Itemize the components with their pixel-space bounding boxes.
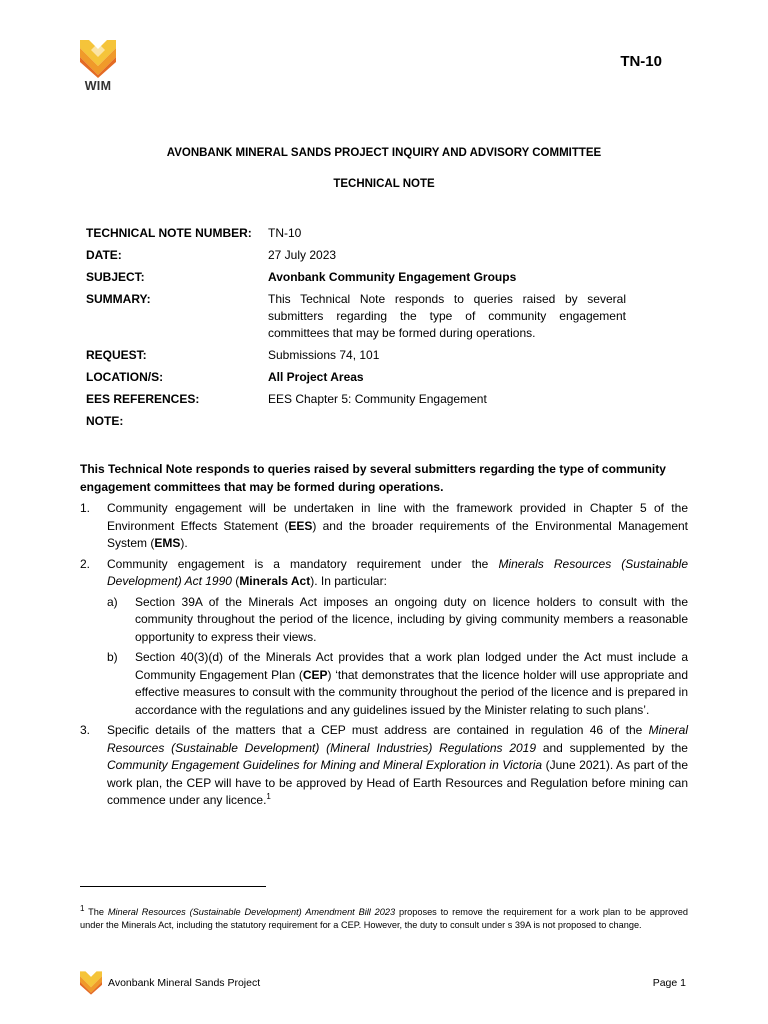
meta-value: TN-10: [268, 226, 302, 240]
meta-label: EES REFERENCES:: [86, 392, 200, 406]
paragraph-2: [80, 556, 688, 720]
logo-text: WIM: [84, 79, 112, 93]
committee-title: AVONBANK MINERAL SANDS PROJECT INQUIRY AND ADVISORY COMMITTEE: [166, 147, 602, 159]
footnote: $^1$ The Mineral Resources (Sustainable Development) Amendment Bill 2023 proposes to remove the requirement for a work plan to be approved under the Minerals Act, including the statutory requirement for a CEP. However, the duty to consult under s 39A is not proposed to change.: [80, 903, 688, 930]
meta-value: All Project Areas: [268, 370, 364, 384]
sub-item-a: [107, 594, 688, 647]
paragraph-text: Specific details of the matters that a CEP must address are contained in regulation 46 of the Mineral Resources (Sustainable Development) (Mineral Industries) Regulations 2019 and supplemented by the Community Engagement Guidelines for Mining and Mineral Exploration in Victoria (June 2021). As part of the work plan, the CEP will have to be approved by Head of Earth Resources and Regulation before mining can commence under any licence.$^1$: [107, 723, 688, 807]
paragraph-3: [80, 722, 688, 810]
meta-value: 27 July 2023: [268, 248, 337, 262]
meta-row-request: [86, 347, 626, 364]
document-number: TN-10: [620, 53, 662, 70]
metadata-table: [86, 225, 626, 435]
meta-label: DATE:: [86, 248, 122, 262]
sub-item-text: Section 40(3)(d) of the Minerals Act provides that a work plan lodged under the Act must include a Community Engagement Plan (CEP) ‘that demonstrates that the licence holder will use appropriate and effective measures to consult with the community throughout the period of the licence and is prepared in accordance with the regulations and any guidelines issued by the Minister relating to such plans’.: [135, 650, 688, 717]
sub-item-text: Section 39A of the Minerals Act imposes an ongoing duty on licence holders to consult with the community throughout the period of the licence, including by giving community members a reasonable opportunity to express their views.: [135, 594, 688, 644]
wim-logo: [80, 40, 116, 93]
technical-note-title: TECHNICAL NOTE: [333, 178, 435, 190]
footnote-separator: [80, 886, 266, 887]
page-footer: [80, 970, 686, 996]
meta-label: TECHNICAL NOTE NUMBER:: [86, 226, 252, 240]
meta-label: SUBJECT:: [86, 270, 145, 284]
paragraph-text: Community engagement is a mandatory requirement under the Minerals Resources (Sustainable Development) Act 1990 (Minerals Act). In particular: a) Section 39A of the Minerals Act imposes an ongoing duty on licence holders to consult with the community throughout the period of the licence, including by giving community members a reasonable opportunity to express their views. b) Section 40(3)(d) of the Minerals Act provides that a work plan lodged under the Act must include a Community Engagement Plan (CEP) ‘that demonstrates that the licence holder will use appropriate and effective measures to consult with the community throughout the period of the licence and is prepared in accordance with the regulations and any guidelines issued by the Minister relating to such plans’.: [107, 556, 688, 720]
meta-row-subject: [86, 269, 626, 286]
wim-logo-icon: [80, 40, 116, 78]
sub-item-letter: a): [107, 594, 118, 609]
paragraph-number: 2.: [80, 556, 91, 571]
meta-value: This Technical Note responds to queries raised by several submitters regarding the type of community engagement committees that may be formed during operations.: [268, 292, 626, 340]
paragraph-number: 1.: [80, 501, 91, 515]
meta-value: EES Chapter 5: Community Engagement: [268, 392, 487, 406]
footnote-reference[interactable]: 1: [266, 792, 271, 801]
meta-row-date: [86, 247, 626, 264]
meta-row-summary: [86, 291, 626, 342]
meta-label: REQUEST:: [86, 348, 147, 362]
note-body: [80, 461, 688, 813]
meta-row-location: [86, 369, 626, 386]
meta-value: [268, 413, 626, 430]
intro-paragraph: This Technical Note responds to queries raised by several submitters regarding the type of community engagement committees that may be formed during operations.: [80, 462, 666, 494]
meta-value: Avonbank Community Engagement Groups: [268, 270, 517, 284]
meta-row-number: [86, 225, 626, 242]
meta-label: NOTE:: [86, 414, 124, 428]
meta-label: SUMMARY:: [86, 292, 151, 306]
meta-row-note: [86, 413, 626, 430]
paragraph-1: [80, 500, 688, 553]
paragraph-text: Community engagement will be undertaken in line with the framework provided in Chapter 5 of the Environment Effects Statement (EES) and the broader requirements of the Environmental Management System (EMS).: [107, 501, 688, 550]
meta-value: Submissions 74, 101: [268, 348, 380, 362]
meta-row-ees: [86, 391, 626, 408]
footnote-mark: 1: [80, 903, 85, 913]
meta-label: LOCATION/S:: [86, 370, 164, 384]
wim-logo-small-icon: [80, 971, 102, 995]
sub-item-b: [107, 649, 688, 719]
page-number: Page 1: [652, 977, 686, 989]
footer-project-name: Avonbank Mineral Sands Project: [108, 977, 261, 989]
paragraph-number: 3.: [80, 723, 91, 737]
sub-item-letter: b): [107, 650, 118, 664]
